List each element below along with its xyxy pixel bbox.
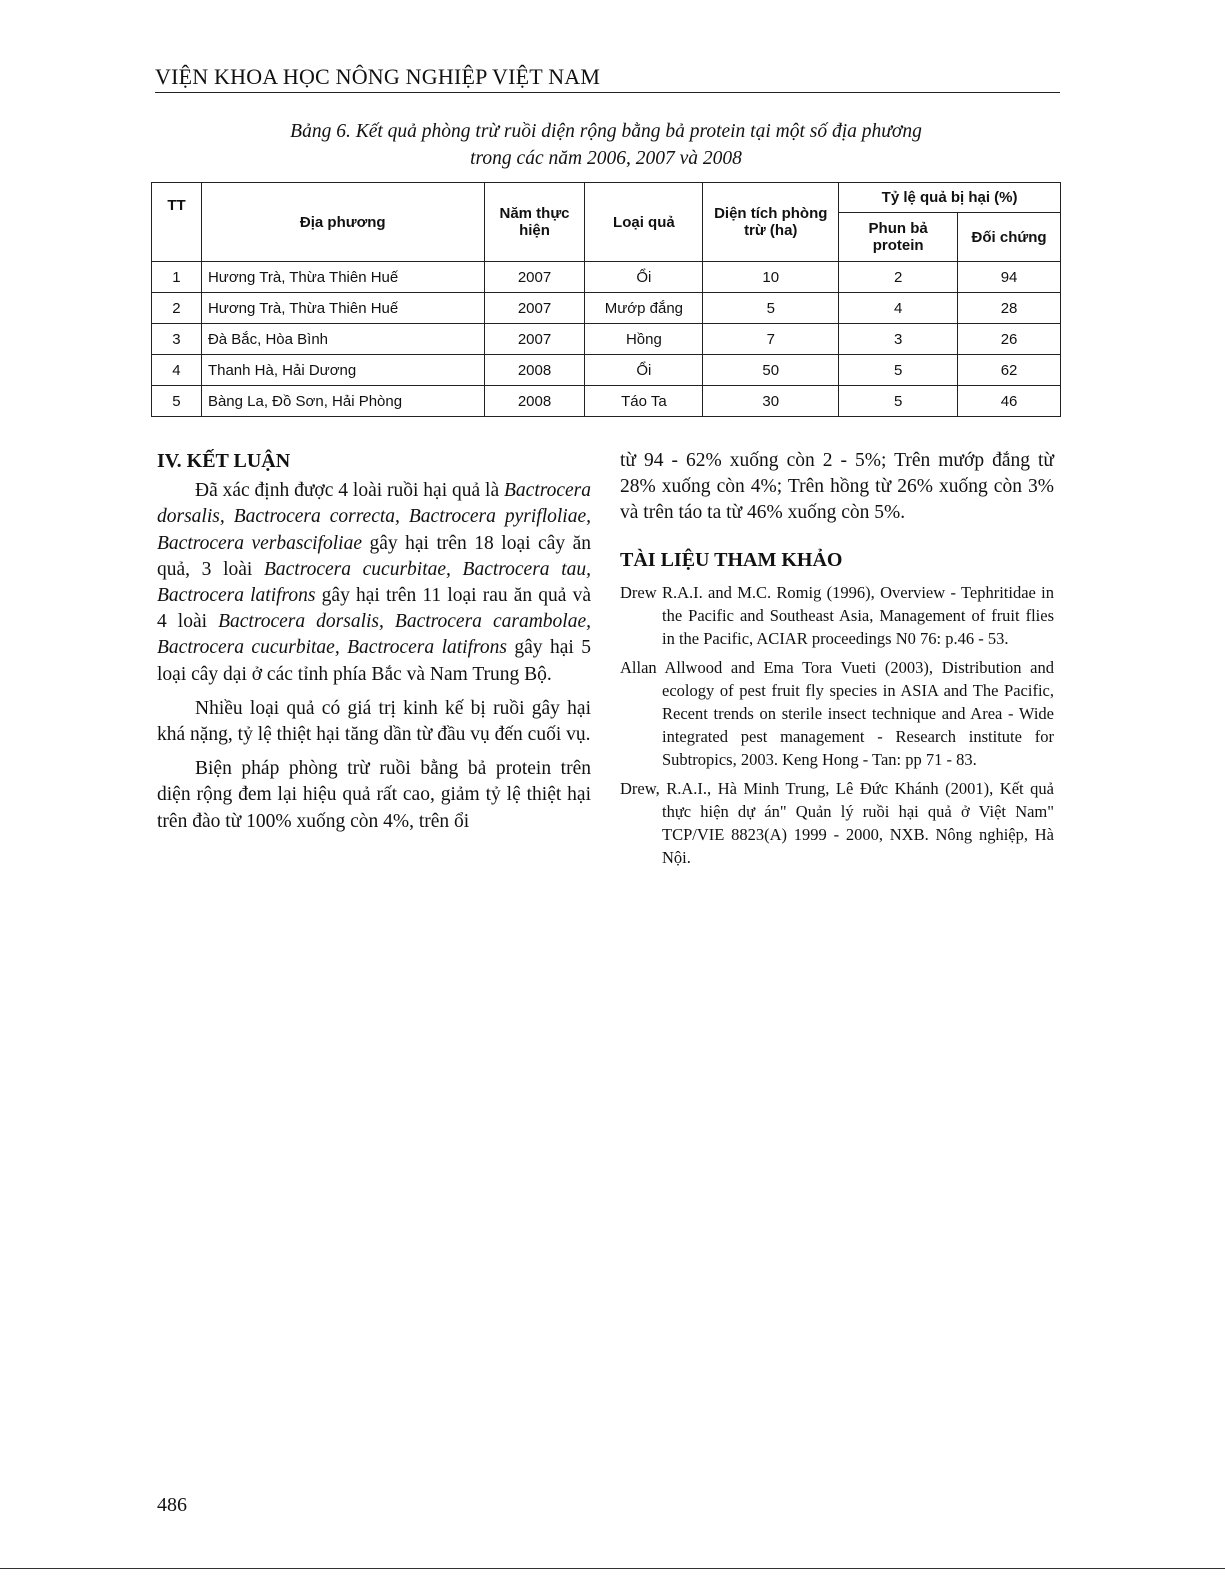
cell-doi-chung: 26 bbox=[958, 324, 1061, 355]
cell-tt: 1 bbox=[152, 262, 202, 293]
p1-species-1: Bactrocera dorsalis, Bactrocera correcta, Bactrocera pyrifloliae, Bactrocera verbascifoliae bbox=[157, 480, 591, 554]
p1-text-1: Đã xác định được 4 loài ruồi hại quả là bbox=[195, 480, 504, 502]
cell-nam: 2007 bbox=[484, 262, 585, 293]
header-tt: TT bbox=[152, 183, 202, 262]
conclusion-paragraph-2: Nhiều loại quả có giá trị kinh kế bị ruồi gây hại khá nặng, tỷ lệ thiệt hại tăng dần từ đầu vụ đến cuối vụ. bbox=[157, 697, 591, 746]
header-phun-ba: Phun bả protein bbox=[839, 213, 958, 262]
table-caption-line-2: trong các năm 2006, 2007 và 2008 bbox=[470, 148, 742, 169]
cell-dien-tich: 5 bbox=[703, 293, 839, 324]
cell-nam: 2008 bbox=[484, 355, 585, 386]
cell-dien-tich: 30 bbox=[703, 386, 839, 417]
header-doi-chung: Đối chứng bbox=[958, 213, 1061, 262]
p1-text-4: gây hại 5 loại cây dại ở các tỉnh phía Bắc và Nam Trung Bộ. bbox=[157, 637, 591, 685]
cell-dia-phuong: Thanh Hà, Hải Dương bbox=[201, 355, 484, 386]
cell-phun-ba: 4 bbox=[839, 293, 958, 324]
header-dia-phuong: Địa phương bbox=[201, 183, 484, 262]
cell-dien-tich: 7 bbox=[703, 324, 839, 355]
cell-tt: 3 bbox=[152, 324, 202, 355]
cell-tt: 4 bbox=[152, 355, 202, 386]
left-column bbox=[157, 448, 591, 843]
cell-dia-phuong: Đà Bắc, Hòa Bình bbox=[201, 324, 484, 355]
cell-doi-chung: 28 bbox=[958, 293, 1061, 324]
cell-dien-tich: 50 bbox=[703, 355, 839, 386]
cell-nam: 2007 bbox=[484, 324, 585, 355]
cell-dia-phuong: Bàng La, Đồ Sơn, Hải Phòng bbox=[201, 386, 484, 417]
cell-tt: 2 bbox=[152, 293, 202, 324]
references-heading: TÀI LIỆU THAM KHẢO bbox=[620, 548, 843, 571]
cell-dia-phuong: Hương Trà, Thừa Thiên Huế bbox=[201, 293, 484, 324]
cell-phun-ba: 5 bbox=[839, 386, 958, 417]
header-dien-tich: Diện tích phòng trừ (ha) bbox=[703, 183, 839, 262]
header-ty-le: Tỷ lệ quả bị hại (%) bbox=[839, 183, 1061, 213]
cell-doi-chung: 94 bbox=[958, 262, 1061, 293]
table-row bbox=[152, 262, 1061, 293]
conclusion-heading: IV. KẾT LUẬN bbox=[157, 450, 291, 472]
table-row bbox=[152, 293, 1061, 324]
header-nam: Năm thực hiện bbox=[484, 183, 585, 262]
cell-tt: 5 bbox=[152, 386, 202, 417]
reference-item: Drew R.A.I. and M.C. Romig (1996), Overview - Tephritidae in the Pacific and Southeast Asia, Management of fruit flies in the Pacific, ACIAR proceedings N0 76: p.46 - 53. bbox=[620, 582, 1054, 648]
cell-dia-phuong: Hương Trà, Thừa Thiên Huế bbox=[201, 262, 484, 293]
table-caption-line-1: Bảng 6. Kết quả phòng trừ ruồi diện rộng bằng bả protein tại một số địa phương bbox=[290, 121, 922, 142]
cell-doi-chung: 46 bbox=[958, 386, 1061, 417]
cell-phun-ba: 2 bbox=[839, 262, 958, 293]
bottom-rule bbox=[0, 1568, 1225, 1569]
cell-loai-qua: Táo Ta bbox=[585, 386, 703, 417]
conclusion-paragraph-3: Biện pháp phòng trừ ruồi bằng bả protein trên diện rộng đem lại hiệu quả rất cao, giảm tỷ lệ thiệt hại trên đào từ 100% xuống còn 4%, trên ổi bbox=[157, 758, 591, 832]
cell-loai-qua: Hồng bbox=[585, 324, 703, 355]
conclusion-paragraph-1 bbox=[157, 478, 591, 688]
p1-text-2: gây hại trên 18 loại cây ăn quả, 3 loài bbox=[157, 532, 592, 580]
right-column bbox=[620, 448, 1054, 875]
reference-item: Drew, R.A.I., Hà Minh Trung, Lê Đức Khánh (2001), Kết quả thực hiện dự án" Quản lý ruồi hại quả ở Việt Nam" TCP/VIE 8823(A) 1999 - 2000, NXB. Nông nghiệp, Hà Nội. bbox=[620, 778, 1054, 867]
conclusion-paragraph-3-continued: từ 94 - 62% xuống còn 2 - 5%; Trên mướp đắng từ 28% xuống còn 4%; Trên hồng từ 26% xuống còn 3% và trên táo ta từ 46% xuống còn 5%. bbox=[620, 450, 1054, 524]
cell-dien-tich: 10 bbox=[703, 262, 839, 293]
cell-phun-ba: 5 bbox=[839, 355, 958, 386]
cell-nam: 2007 bbox=[484, 293, 585, 324]
cell-nam: 2008 bbox=[484, 386, 585, 417]
cell-loai-qua: Ổi bbox=[585, 355, 703, 386]
running-header: VIỆN KHOA HỌC NÔNG NGHIỆP VIỆT NAM bbox=[155, 64, 1060, 93]
p1-text-3: gây hại trên 11 loại rau ăn quả và 4 loài bbox=[157, 585, 591, 633]
cell-phun-ba: 3 bbox=[839, 324, 958, 355]
cell-loai-qua: Ổi bbox=[585, 262, 703, 293]
table-row bbox=[152, 355, 1061, 386]
cell-loai-qua: Mướp đắng bbox=[585, 293, 703, 324]
table-row bbox=[152, 324, 1061, 355]
page-number: 486 bbox=[157, 1494, 187, 1516]
cell-doi-chung: 62 bbox=[958, 355, 1061, 386]
results-table bbox=[151, 182, 1061, 417]
p1-species-3: Bactrocera dorsalis, Bactrocera carambolae, Bactrocera cucurbitae, Bactrocera latifrons bbox=[157, 611, 591, 659]
table-caption bbox=[150, 118, 1062, 172]
header-loai-qua: Loại quả bbox=[585, 183, 703, 262]
table-row bbox=[152, 386, 1061, 417]
p1-species-2: Bactrocera cucurbitae, Bactrocera tau, Bactrocera latifrons bbox=[157, 558, 591, 607]
reference-item: Allan Allwood and Ema Tora Vueti (2003), Distribution and ecology of pest fruit fly species in ASIA and The Pacific, Recent trends on sterile insect technique and Area - Wide integrated pest management - Research institute for Subtropics, 2003. Keng Hong - Tan: pp 71 - 83. bbox=[620, 657, 1054, 769]
